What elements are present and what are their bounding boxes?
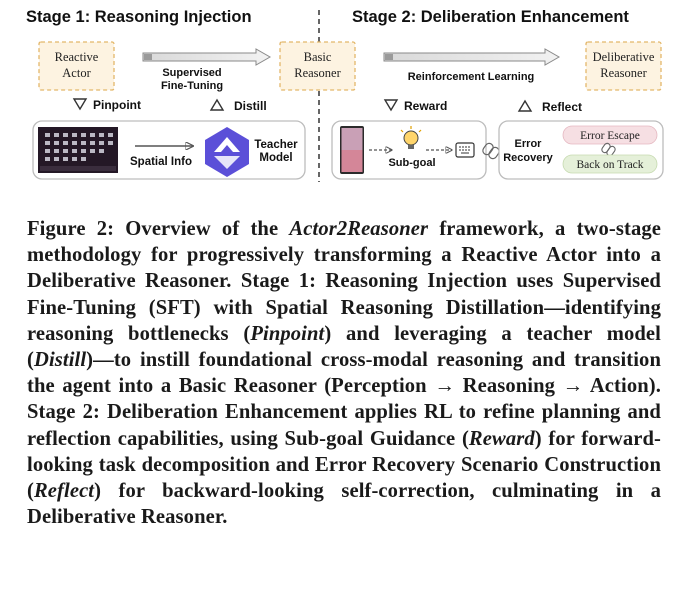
distill-triangle-icon — [211, 100, 223, 110]
error-recovery-line1: Error — [514, 138, 542, 150]
pinpoint-label: Pinpoint — [93, 98, 141, 112]
reward-triangle-icon — [385, 100, 397, 110]
caption-framework-name: Actor2Reasoner — [289, 218, 429, 240]
reactive-actor-line1: Reactive — [54, 50, 99, 64]
spatial-info-label: Spatial Info — [130, 156, 192, 168]
sft-arrow-tail — [144, 54, 152, 60]
error-escape-label: Error Escape — [580, 130, 640, 142]
rl-arrow — [384, 49, 559, 65]
reward-label: Reward — [404, 99, 448, 113]
pinpoint-triangle-icon — [74, 99, 86, 109]
caption-part5: ) for backward-looking self-correction, culminating in a Deliberative Reasoner. — [27, 480, 661, 529]
basic-reasoner-line1: Basic — [303, 50, 332, 64]
framework-diagram — [0, 0, 679, 200]
keyboard-icon — [456, 143, 474, 157]
stage1-title: Stage 1: Reasoning Injection — [26, 8, 252, 26]
caption-reflect: Reflect — [33, 480, 95, 503]
figure-caption — [27, 216, 661, 530]
sft-label-line2: Fine-Tuning — [160, 80, 224, 92]
caption-pinpoint: Pinpoint — [250, 322, 325, 345]
deliberative-reasoner-line2: Reasoner — [600, 66, 647, 80]
deliberative-reasoner-line1: Deliberative — [592, 50, 655, 64]
phone-screenshot-icon — [340, 126, 364, 174]
caption-part1: framework, a two-stage methodology for progressively transforming a Reactive Actor into a Deliberative Reasoner. Stage 1: Reasoning Injection uses Supervised Fine-Tuning (SFT) with Spatial Reasoning Distillation—identifying reasoning bottlenecks ( — [27, 218, 661, 345]
teacher-model-line2: Model — [259, 152, 293, 164]
teacher-model-line1: Teacher — [254, 139, 298, 151]
error-recovery-line2: Recovery — [503, 152, 553, 164]
basic-reasoner-line2: Reasoner — [294, 66, 341, 80]
screen-thumbnail — [38, 127, 118, 173]
distill-label: Distill — [234, 99, 267, 113]
caption-part4: ) for forward-looking task decomposition and Error Recovery Scenario Construction ( — [27, 427, 661, 503]
sft-arrow — [143, 49, 270, 65]
reflect-triangle-icon — [519, 101, 531, 111]
caption-reward: Reward — [468, 427, 535, 450]
subgoal-label: Sub-goal — [388, 157, 436, 169]
stage2-title: Stage 2: Deliberation Enhancement — [352, 8, 629, 26]
back-on-track-label: Back on Track — [576, 159, 644, 171]
caption-part3: )—to instill foundational cross-modal reasoning and transition the agent into a Basic Reasoner (Perception → Reasoning → Action). Stage 2: Deliberation Enhancement applies RL to refine planning and reflection capabilities, using Sub-goal Guidance ( — [27, 349, 661, 450]
reactive-actor-line2: Actor — [62, 66, 91, 80]
caption-distill: Distill — [33, 349, 87, 372]
rl-label: Reinforcement Learning — [407, 71, 535, 83]
caption-prefix: Figure 2: Overview of the — [27, 218, 290, 240]
rl-arrow-tail — [385, 54, 393, 60]
caption-part2: ) and leveraging a teacher model ( — [27, 322, 661, 372]
reflect-label: Reflect — [542, 100, 583, 114]
sft-label-line1: Supervised — [162, 67, 222, 79]
